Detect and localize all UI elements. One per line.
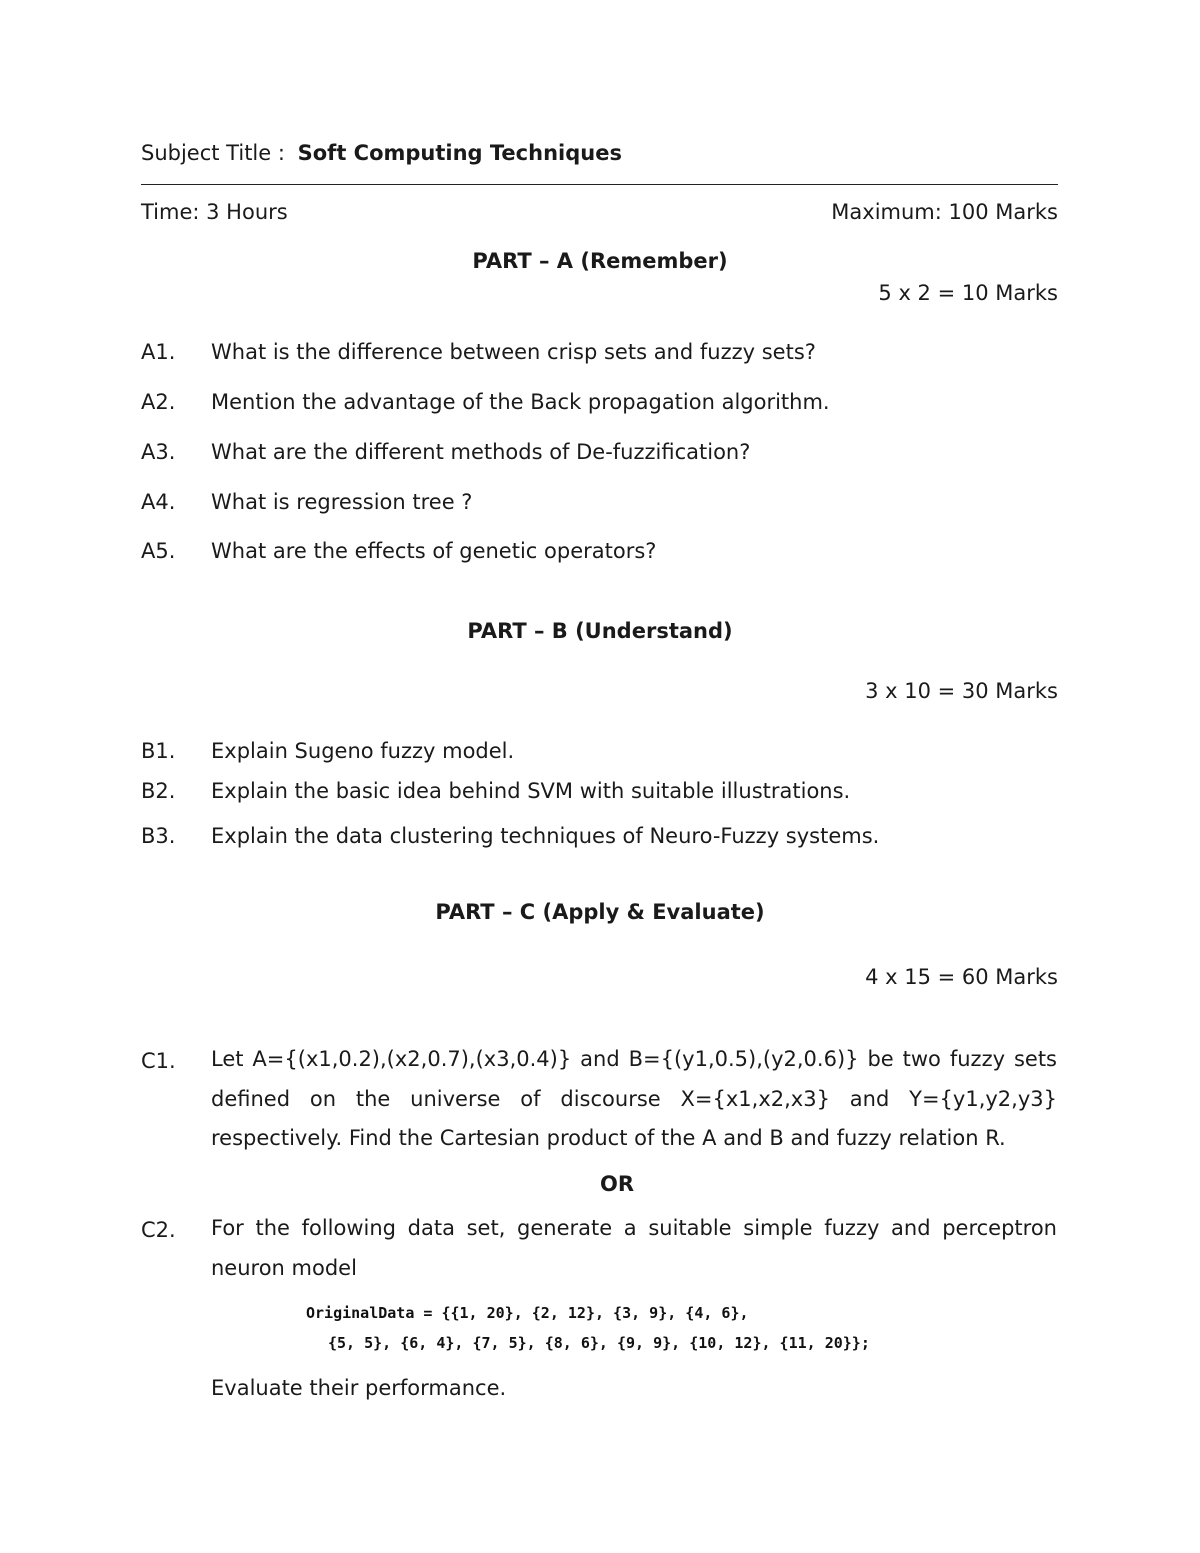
code-line: {5, 5}, {6, 4}, {7, 5}, {8, 6}, {9, 9}, {10, 12}, {11, 20}}; [328, 1334, 870, 1352]
part-b-marks: 3 x 10 = 30 Marks [865, 679, 1058, 703]
part-c-marks: 4 x 15 = 60 Marks [865, 965, 1058, 989]
question-number: A1. [141, 340, 176, 364]
question-number: B2. [141, 779, 176, 803]
subject-title: Soft Computing Techniques [297, 141, 622, 165]
time-duration: Time: 3 Hours [141, 200, 288, 224]
part-a-marks: 5 x 2 = 10 Marks [878, 281, 1058, 305]
code-line: OriginalData = {{1, 20}, {2, 12}, {3, 9}, {4, 6}, [306, 1304, 749, 1322]
header-divider [141, 184, 1058, 185]
question-text: Mention the advantage of the Back propagation algorithm. [211, 390, 830, 414]
question-number: A2. [141, 390, 176, 414]
question-text: What is the difference between crisp sets and fuzzy sets? [211, 340, 816, 364]
question-footer-text: Evaluate their performance. [211, 1376, 507, 1400]
question-number: C2. [141, 1218, 176, 1242]
question-number: A5. [141, 539, 176, 563]
question-number: B3. [141, 824, 176, 848]
question-text: For the following data set, generate a suitable simple fuzzy and perceptron neuron model [211, 1216, 1057, 1280]
question-text: Explain the basic idea behind SVM with suitable illustrations. [211, 779, 851, 803]
question-text: What are the effects of genetic operators? [211, 539, 657, 563]
or-separator: OR [600, 1172, 635, 1196]
question-number: A3. [141, 440, 176, 464]
question-text: Explain the data clustering techniques of Neuro-Fuzzy systems. [211, 824, 880, 848]
question-text: Explain Sugeno fuzzy model. [211, 739, 515, 763]
maximum-marks: Maximum: 100 Marks [831, 200, 1058, 224]
question-number: C1. [141, 1049, 176, 1073]
subject-label: Subject Title : [141, 141, 285, 165]
part-a-title: PART – A (Remember) [472, 249, 728, 273]
question-number: B1. [141, 739, 176, 763]
question-number: A4. [141, 490, 176, 514]
question-text: What is regression tree ? [211, 490, 473, 514]
question-text: Let A={(x1,0.2),(x2,0.7),(x3,0.4)} and B={(y1,0.5),(y2,0.6)} be two fuzzy sets defined on the universe of discourse X={x1,x2,x3} and Y={y1,y2,y3} respectively. Find the Cartesian product of the A and B and fuzzy relation R. [211, 1047, 1057, 1150]
part-b-title: PART – B (Understand) [467, 619, 733, 643]
subject-line [141, 141, 622, 165]
part-c-title: PART – C (Apply & Evaluate) [435, 900, 765, 924]
question-text: What are the different methods of De-fuzzification? [211, 440, 751, 464]
